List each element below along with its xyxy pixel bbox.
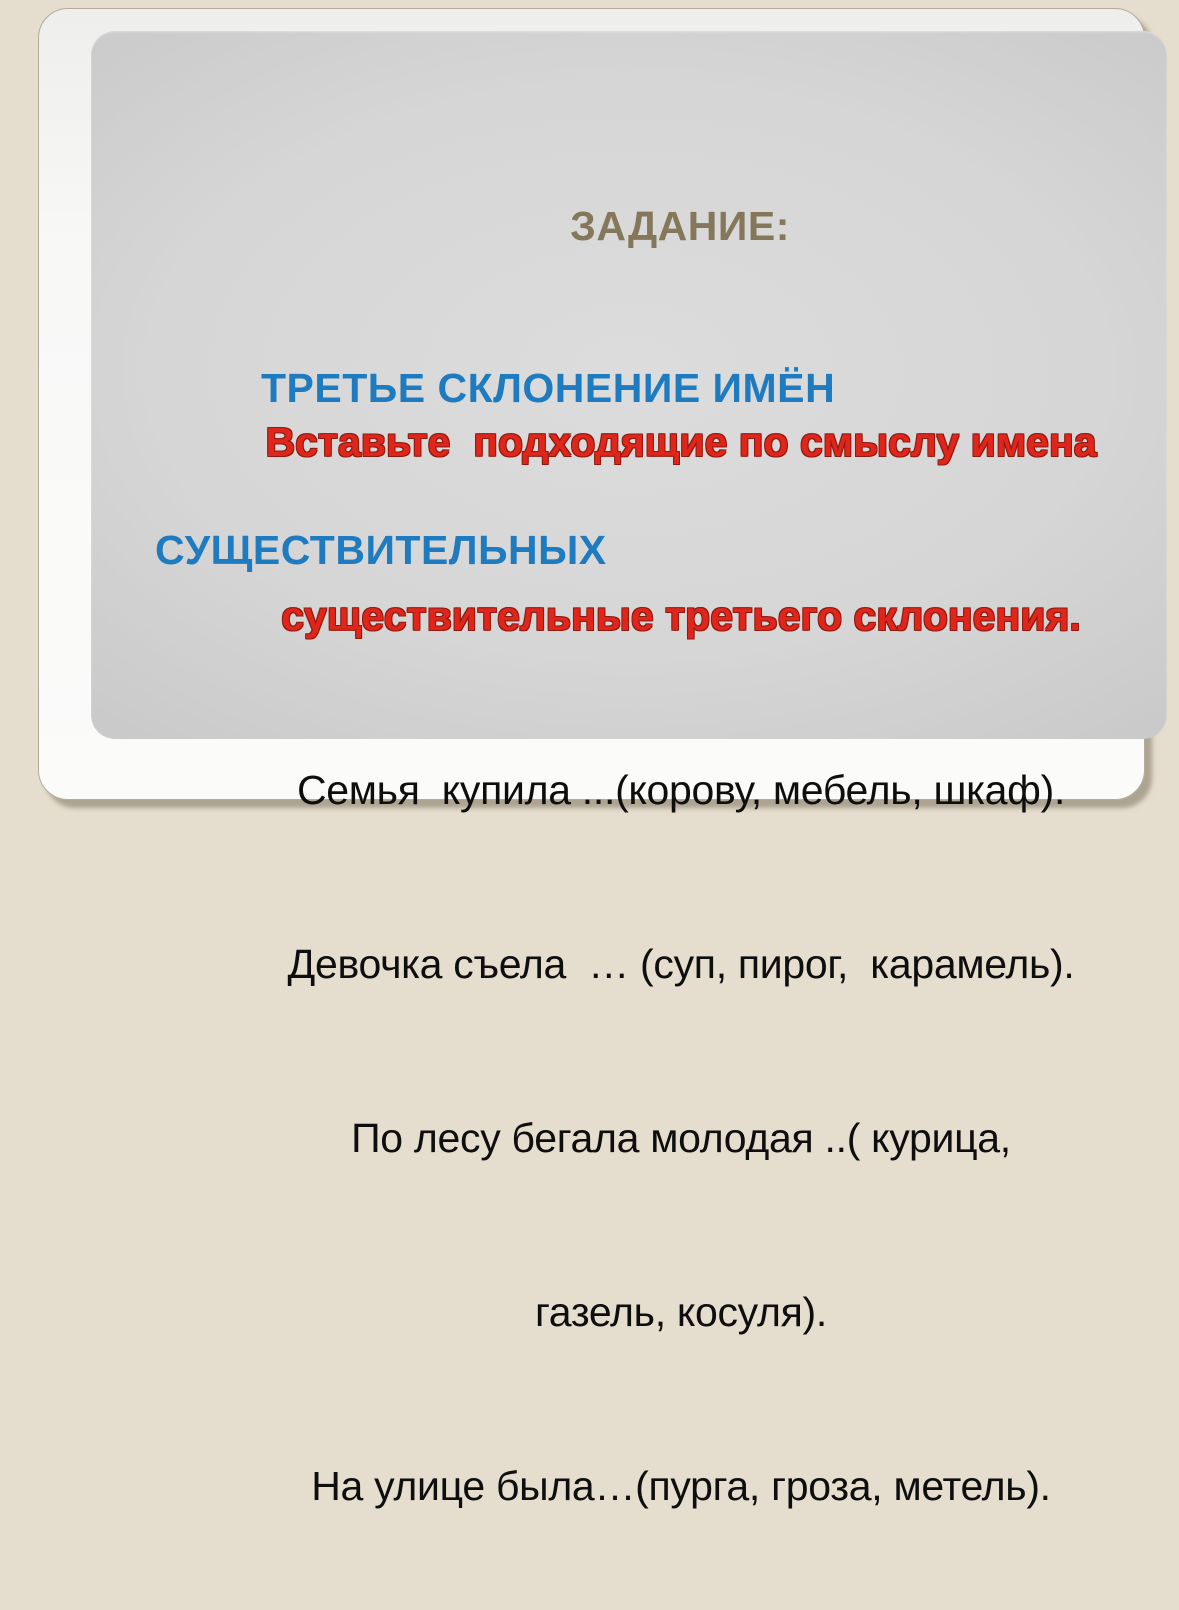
exercise-line: По лесу бегала молодая ..( курица, (351, 1115, 1011, 1161)
instruction-line-1: Вставьте подходящие по смыслу имена (265, 419, 1097, 465)
slide-subtitle-line1: ТРЕТЬЕ СКЛОНЕНИЕ ИМЁН (261, 365, 836, 411)
slide-card (38, 8, 1145, 1509)
exercise-line: газель, косуля). (535, 1289, 827, 1335)
slide-subtitle-line2: СУЩЕСТВИТЕЛЬНЫХ (155, 527, 607, 573)
exercise-line: Девочка съела … (суп, пирог, карамель). (287, 941, 1075, 987)
body-block (149, 297, 1179, 1610)
slide-gray-panel (91, 31, 1167, 1509)
slide-title: ЗАДАНИЕ: (570, 203, 790, 249)
instruction-line-2: существительные третьего склонения. (281, 593, 1081, 639)
exercise-line: На улице была…(пурга, гроза, метель). (311, 1463, 1051, 1509)
exercise-line: Семья купила ...(корову, мебель, шкаф). (296, 767, 1066, 813)
